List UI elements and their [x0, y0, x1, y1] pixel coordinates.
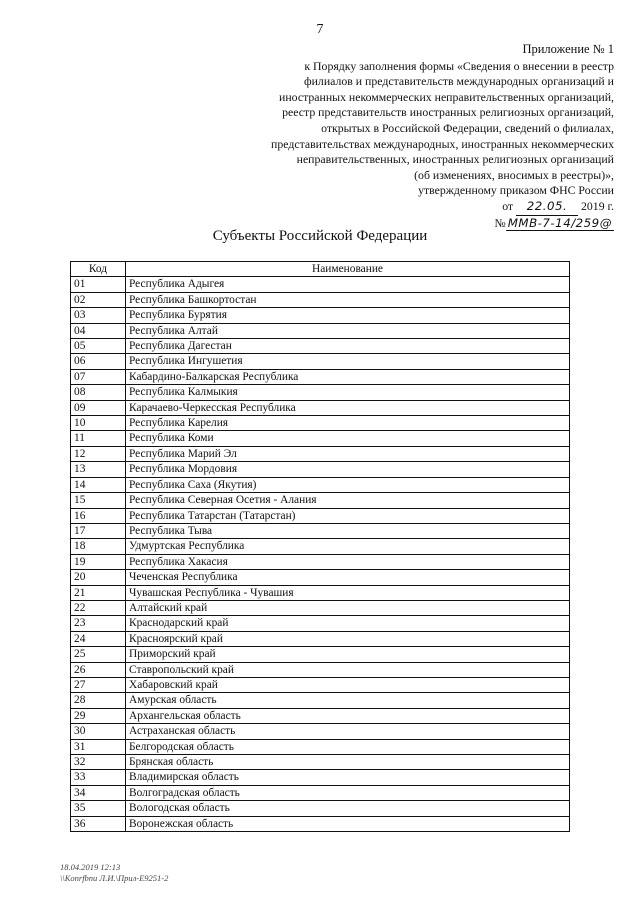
row-name: Амурская область: [126, 693, 570, 708]
header-line: реестр представительств иностранных религиозных организаций,: [282, 105, 614, 120]
table-row: [71, 493, 570, 508]
row-code: 24: [71, 631, 126, 646]
row-name: Волгоградская область: [126, 785, 570, 800]
table-header-row: [71, 262, 570, 277]
table-row: [71, 785, 570, 800]
appendix-title: Приложение № 1: [522, 42, 614, 56]
table-row: [71, 416, 570, 431]
row-name: Владимирская область: [126, 770, 570, 785]
row-code: 36: [71, 816, 126, 831]
header-line: утвержденному приказом ФНС России: [418, 183, 614, 198]
header-line: к Порядку заполнения формы «Сведения о внесении в реестр: [304, 58, 614, 73]
row-code: 09: [71, 400, 126, 415]
row-name: Воронежская область: [126, 816, 570, 831]
header-line: открытых в Российской Федерации, сведений о филиалах,: [321, 120, 614, 135]
appendix-header: [184, 42, 614, 231]
row-name: Вологодская область: [126, 801, 570, 816]
row-code: 28: [71, 693, 126, 708]
date-year: 2019 г.: [581, 198, 614, 213]
row-code: 26: [71, 662, 126, 677]
table-row: [71, 770, 570, 785]
table-row: [71, 585, 570, 600]
table-row: [71, 292, 570, 307]
row-name: Брянская область: [126, 755, 570, 770]
row-code: 17: [71, 523, 126, 538]
row-name: Республика Северная Осетия - Алания: [126, 493, 570, 508]
row-name: Республика Калмыкия: [126, 385, 570, 400]
table-row: [71, 446, 570, 461]
table-row: [71, 339, 570, 354]
row-code: 31: [71, 739, 126, 754]
table-row: [71, 277, 570, 292]
row-name: Республика Алтай: [126, 323, 570, 338]
row-code: 19: [71, 554, 126, 569]
row-code: 01: [71, 277, 126, 292]
row-name: Архангельская область: [126, 708, 570, 723]
row-code: 08: [71, 385, 126, 400]
row-code: 18: [71, 539, 126, 554]
column-header-name: Наименование: [126, 262, 570, 277]
table-row: [71, 616, 570, 631]
row-name: Кабардино-Балкарская Республика: [126, 369, 570, 384]
row-name: Республика Дагестан: [126, 339, 570, 354]
row-name: Республика Марий Эл: [126, 446, 570, 461]
table-row: [71, 677, 570, 692]
row-name: Удмуртская Республика: [126, 539, 570, 554]
table-row: [71, 708, 570, 723]
row-code: 25: [71, 647, 126, 662]
table-row: [71, 755, 570, 770]
row-name: Хабаровский край: [126, 677, 570, 692]
row-code: 05: [71, 339, 126, 354]
header-line: филиалов и представительств международных организаций и: [303, 74, 614, 89]
row-code: 15: [71, 493, 126, 508]
table-row: [71, 369, 570, 384]
table-row: [71, 600, 570, 615]
row-code: 27: [71, 677, 126, 692]
footer-timestamp: 18.04.2019 12:13: [60, 862, 121, 872]
row-code: 06: [71, 354, 126, 369]
header-line: неправительственных, иностранных религиозных организаций: [296, 152, 614, 167]
row-name: Республика Адыгея: [126, 277, 570, 292]
row-name: Республика Ингушетия: [126, 354, 570, 369]
subjects-table: [70, 261, 570, 832]
row-name: Краснодарский край: [126, 616, 570, 631]
row-code: 33: [71, 770, 126, 785]
row-name: Республика Татарстан (Татарстан): [126, 508, 570, 523]
row-name: Республика Коми: [126, 431, 570, 446]
handwritten-date: 22.05.: [516, 199, 578, 216]
row-name: Республика Карелия: [126, 416, 570, 431]
table-row: [71, 724, 570, 739]
table-row: [71, 431, 570, 446]
file-footer: [60, 862, 168, 884]
row-code: 35: [71, 801, 126, 816]
row-name: Ставропольский край: [126, 662, 570, 677]
header-line: представительствах международных, иностранных некоммерческих: [271, 136, 614, 151]
table-row: [71, 554, 570, 569]
section-title: Субъекты Российской Федерации: [212, 228, 428, 244]
header-line: (об изменениях, вносимых в реестры)»,: [414, 167, 614, 182]
row-code: 10: [71, 416, 126, 431]
row-name: Республика Саха (Якутия): [126, 477, 570, 492]
page-number: 7: [316, 22, 324, 37]
table-row: [71, 662, 570, 677]
table-row: [71, 477, 570, 492]
row-code: 02: [71, 292, 126, 307]
table-row: [71, 801, 570, 816]
row-name: Приморский край: [126, 647, 570, 662]
table-row: [71, 308, 570, 323]
row-code: 14: [71, 477, 126, 492]
row-name: Республика Бурятия: [126, 308, 570, 323]
row-name: Карачаево-Черкесская Республика: [126, 400, 570, 415]
number-prefix: №: [494, 215, 506, 230]
row-name: Республика Мордовия: [126, 462, 570, 477]
row-code: 04: [71, 323, 126, 338]
table-row: [71, 462, 570, 477]
table-row: [71, 647, 570, 662]
order-date: [184, 199, 614, 216]
table-row: [71, 523, 570, 538]
row-code: 07: [71, 369, 126, 384]
table-row: [71, 508, 570, 523]
row-name: Республика Хакасия: [126, 554, 570, 569]
row-code: 32: [71, 755, 126, 770]
row-name: Красноярский край: [126, 631, 570, 646]
table-row: [71, 385, 570, 400]
row-code: 21: [71, 585, 126, 600]
table-row: [71, 631, 570, 646]
row-name: Астраханская область: [126, 724, 570, 739]
row-code: 22: [71, 600, 126, 615]
table-row: [71, 354, 570, 369]
row-name: Республика Башкортостан: [126, 292, 570, 307]
row-name: Чеченская Республика: [126, 570, 570, 585]
row-name: Республика Тыва: [126, 523, 570, 538]
row-code: 34: [71, 785, 126, 800]
row-code: 20: [71, 570, 126, 585]
row-name: Белгородская область: [126, 739, 570, 754]
row-code: 03: [71, 308, 126, 323]
table-row: [71, 739, 570, 754]
row-code: 13: [71, 462, 126, 477]
row-code: 12: [71, 446, 126, 461]
table-row: [71, 570, 570, 585]
table-row: [71, 323, 570, 338]
row-code: 11: [71, 431, 126, 446]
row-code: 30: [71, 724, 126, 739]
row-name: Чувашская Республика - Чувашия: [126, 585, 570, 600]
table-row: [71, 539, 570, 554]
table-row: [71, 400, 570, 415]
header-line: иностранных некоммерческих неправительственных организаций,: [279, 89, 614, 104]
date-prefix: от: [502, 198, 514, 213]
handwritten-number: ММВ-7-14/259@: [507, 215, 612, 230]
table-row: [71, 693, 570, 708]
footer-path: \\Konrfbnu Л.И.\Прил-Е9251-2: [60, 873, 169, 883]
row-code: 16: [71, 508, 126, 523]
row-code: 23: [71, 616, 126, 631]
column-header-code: Код: [71, 262, 126, 277]
row-name: Алтайский край: [126, 600, 570, 615]
table-row: [71, 816, 570, 831]
row-code: 29: [71, 708, 126, 723]
